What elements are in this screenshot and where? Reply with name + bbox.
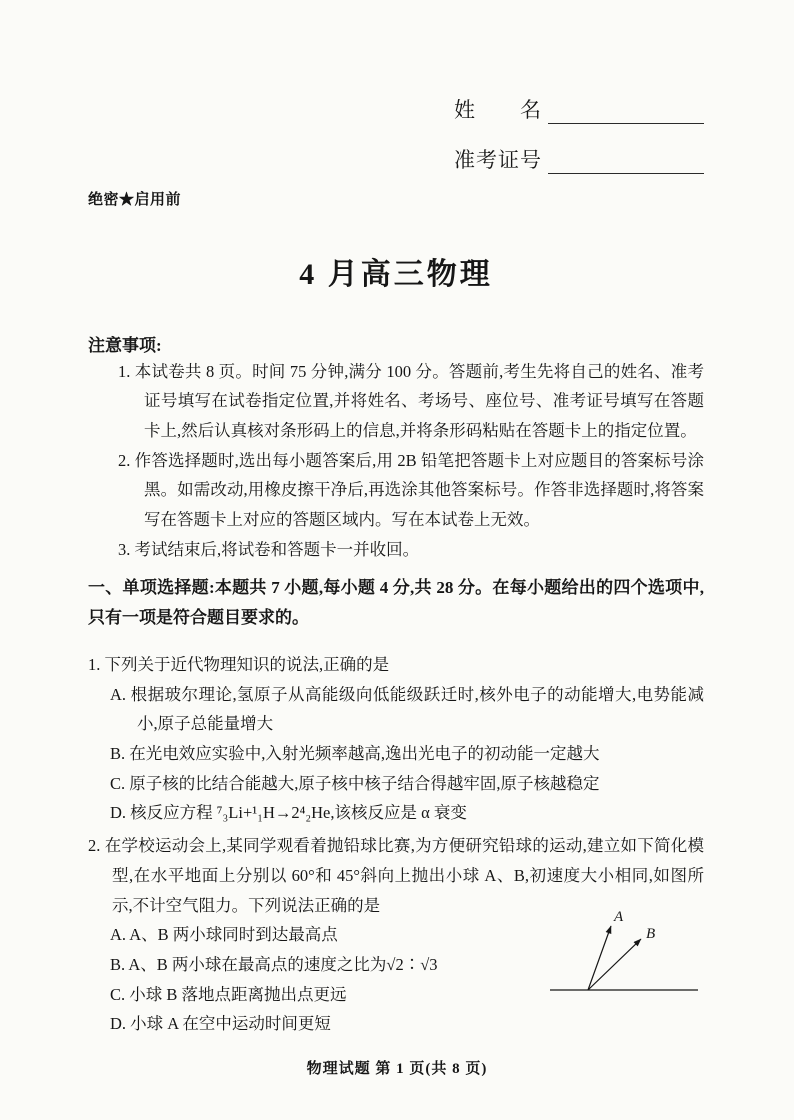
exam-title: 4 月高三物理: [299, 258, 493, 291]
notice-item-3: 3. 考试结束后,将试卷和答题卡一并收回。: [118, 540, 420, 560]
question-1-option-b: B. 在光电效应实验中,入射光频率越高,逸出光电子的初动能一定越大: [110, 744, 600, 764]
figure-label-a: A: [614, 909, 624, 926]
figure-label-b: B: [646, 926, 656, 943]
ticket-number-label: 准考证号: [454, 148, 542, 172]
page-footer: 物理试题 第 1 页(共 8 页): [306, 1061, 488, 1077]
question-2-option-c: C. 小球 B 落地点距离抛出点更远: [110, 984, 347, 1004]
secrecy-notice: 绝密★启用前: [88, 192, 182, 208]
question-1-option-a: A. 根据玻尔理论,氢原子从高能级向低能级跃迁时,核外电子的动能增大,电势能减小,原子总能量增大: [110, 684, 704, 734]
ticket-blank-line: [548, 142, 704, 174]
candidate-fields: [454, 86, 704, 174]
notice-item-2: 2. 作答选择题时,选出每小题答案后,用 2B 铅笔把答题卡上对应题目的答案标号涂黑。如需改动,用橡皮擦干净后,再选涂其他答案标号。作答非选择题时,将答案写在答题卡上对应的答题区域内。写在本试卷上无效。: [118, 451, 704, 529]
section-heading: 一、单项选择题:本题共 7 小题,每小题 4 分,共 28 分。在每小题给出的四个选项中,只有一项是符合题目要求的。: [88, 577, 704, 627]
question-1-option-c: C. 原子核的比结合能越大,原子核中核子结合得越牢固,原子核越稳定: [110, 773, 600, 793]
question-2: [88, 831, 704, 1039]
velocity-arrow-b: [588, 939, 641, 990]
velocity-arrow-a: [588, 926, 611, 990]
name-blank-line: [548, 92, 704, 124]
ticket-field-row: [454, 136, 704, 174]
question-2-option-b: B. A、B 两小球在最高点的速度之比为√2∶√3: [110, 954, 438, 974]
question-2-stem: 2. 在学校运动会上,某同学观看着抛铅球比赛,为方便研究铅球的运动,建立如下简化模型,在水平地面上分别以 60°和 45°斜向上抛出小球 A、B,初速度大小相同,如图所示,不计空气阻力。下列说法正确的是: [88, 836, 704, 915]
question-2-option-a: A. A、B 两小球同时到达最高点: [110, 925, 338, 945]
question-1: [88, 650, 704, 828]
q2-projectile-figure: [548, 907, 700, 1003]
name-label: 姓 名: [454, 98, 542, 122]
question-1-stem: 1. 下列关于近代物理知识的说法,正确的是: [88, 655, 390, 675]
question-1-options: [110, 680, 704, 828]
notice-heading: 注意事项:: [88, 336, 162, 355]
name-field-row: [454, 86, 704, 124]
notice-item-1: 1. 本试卷共 8 页。时间 75 分钟,满分 100 分。答题前,考生先将自己的姓名、准考证号填写在试卷指定位置,并将姓名、考场号、座位号、准考证号填写在答题卡上,然后认真核对条形码上的信息,并将条形码粘贴在答题卡上的指定位置。: [118, 362, 704, 440]
question-2-option-d: D. 小球 A 在空中运动时间更短: [110, 1014, 331, 1034]
question-1-option-d: D. 核反应方程 ⁷₃Li+¹₁H→2⁴₂He,该核反应是 α 衰变: [110, 803, 467, 823]
